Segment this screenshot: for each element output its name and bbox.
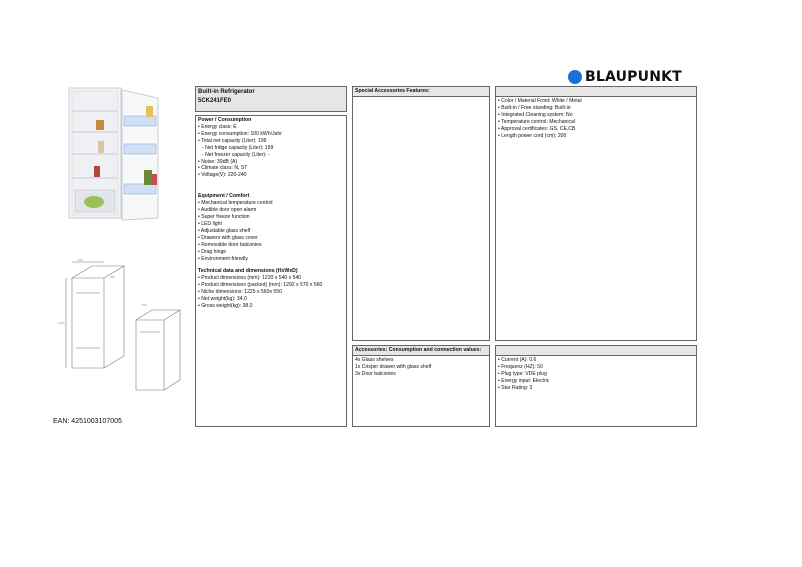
connection-item: • Plug type: VDE plug	[498, 370, 547, 377]
spec-item: • Gross weight(kg): 38.0	[198, 303, 253, 310]
spec-item: • Drag hinge	[198, 248, 227, 255]
section-title: Equipment / Comfort	[198, 193, 250, 200]
feature-item: • Color / Material Front: White / Metal	[498, 98, 582, 104]
svg-text:550: 550	[142, 303, 148, 307]
brand-name: BLAUPUNKT	[585, 69, 682, 85]
brand-logo	[568, 68, 700, 86]
features-list	[496, 97, 696, 140]
accessories-list	[353, 356, 489, 379]
spec-item: • Audible door open alarm	[198, 207, 257, 214]
spec-item: • Noise: 39dB (A)	[198, 158, 238, 165]
spec-item: • Product dimensions (mm): 1220 x 540 x 540	[198, 275, 302, 282]
logo-dot-icon	[568, 70, 582, 84]
spec-item: • Energy consumption: 100 kWh/Jahr	[198, 130, 282, 137]
connection-box	[495, 345, 697, 427]
features-box	[495, 86, 697, 341]
accessories-title: Accessories: Consumption and connection values:	[353, 346, 489, 356]
fridge-photo	[66, 86, 164, 222]
svg-text:1220: 1220	[58, 321, 65, 325]
connection-item: • Star Rating: 3	[498, 384, 533, 391]
connection-list	[496, 356, 696, 393]
accessory-item: 3x Door balconies	[355, 370, 396, 377]
spec-item: • Drawers with glass cover	[198, 234, 258, 241]
spec-item: • LED light	[198, 220, 222, 227]
spec-item: • Product dimensions (packed) (mm): 1292 x 570 x 560	[198, 282, 323, 289]
feature-item: • Approval certificates: GS, CE,CB	[498, 125, 576, 132]
connection-item: • Frequenz (HZ): 50	[498, 363, 543, 370]
accessories-box	[352, 345, 490, 427]
dimension-drawing	[54, 258, 194, 408]
connection-header	[496, 346, 696, 356]
spec-item: - Net fridge capacity (Liter): 199	[202, 144, 274, 151]
spec-item: • Climate class: N, ST	[198, 165, 248, 172]
accessory-item: 1x Crisper drawer with glass shelf	[355, 363, 432, 370]
spec-item: • Voltage(V): 220-240	[198, 172, 247, 179]
product-type: Built-in Refrigerator	[198, 89, 255, 95]
features-header	[496, 87, 696, 97]
spec-item: • Environment-friendly	[198, 255, 248, 262]
special-features-box	[352, 86, 490, 341]
feature-item: • Integrated Cleaning system: No	[498, 111, 573, 118]
specs-box	[195, 115, 347, 427]
svg-text:560: 560	[110, 275, 116, 279]
product-title-box	[195, 86, 347, 112]
section-title: Technical data and dimensions (HxWxD)	[198, 268, 298, 275]
spec-item: • Net weight(kg): 34.0	[198, 296, 247, 303]
feature-item: • Temperature control: Mechanical	[498, 118, 575, 125]
feature-item: • Built-in / Free standing: Built-in	[498, 104, 571, 111]
spec-item: • Total net capacity (Liter): 199	[198, 137, 267, 144]
product-model: 5CK241FE0	[198, 98, 232, 104]
ean-code: EAN: 4251003107005	[53, 418, 122, 425]
spec-item: - Net freezer capacity (Liter): -	[202, 151, 270, 158]
feature-item: • Length power cord (cm): 200	[498, 132, 567, 139]
svg-text:540: 540	[78, 258, 84, 262]
spec-item: • Adjustable glass shelf	[198, 227, 251, 234]
specs-content	[196, 116, 346, 311]
special-features-title: Special Accessories Features:	[353, 87, 489, 97]
spec-item: • Mechanical temperature control	[198, 200, 273, 207]
spec-item: • Removable door balconies	[198, 241, 262, 248]
section-title: Power / Consumption	[198, 117, 252, 123]
spec-item: • Energy class: E	[198, 124, 237, 130]
connection-item: • Current (A): 0.6	[498, 357, 537, 363]
connection-item: • Energy input: Electric	[498, 377, 550, 384]
spec-item: • Niche dimensions: 1225 x 560x 550	[198, 289, 282, 296]
spec-item: • Super freeze function	[198, 214, 250, 221]
accessory-item: 4x Glass shelves	[355, 357, 394, 363]
